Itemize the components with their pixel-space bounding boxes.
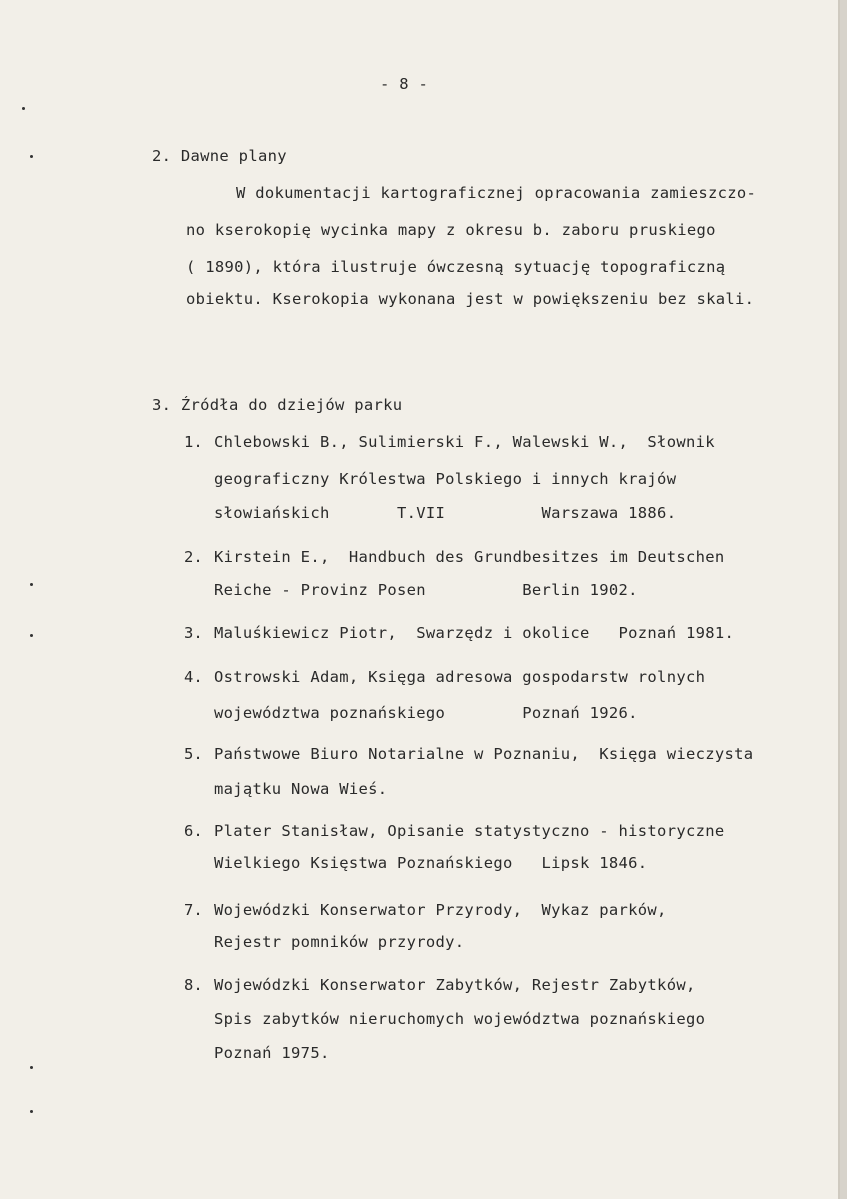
source-line: Chlebowski B., Sulimierski F., Walewski W., Słownik: [214, 433, 715, 451]
source-line: województwa poznańskiego Poznań 1926.: [214, 704, 638, 722]
scan-speck: [30, 155, 33, 158]
source-line: Rejestr pomników przyrody.: [214, 933, 465, 951]
source-line: Plater Stanisław, Opisanie statystyczno - historyczne: [214, 822, 725, 840]
section-3-heading: 3. Źródła do dziejów parku: [152, 396, 403, 414]
source-line: majątku Nowa Wieś.: [214, 780, 388, 798]
page-number: - 8 -: [380, 75, 429, 93]
source-number: 3.: [184, 624, 203, 642]
source-number: 6.: [184, 822, 203, 840]
source-line: Maluśkiewicz Piotr, Swarzędz i okolice Poznań 1981.: [214, 624, 735, 642]
source-line: słowiańskich T.VII Warszawa 1886.: [214, 504, 677, 522]
source-line: Reiche - Provinz Posen Berlin 1902.: [214, 581, 638, 599]
source-number: 4.: [184, 668, 203, 686]
source-number: 1.: [184, 433, 203, 451]
scan-speck: [30, 634, 33, 637]
source-line: Wielkiego Księstwa Poznańskiego Lipsk 1846.: [214, 854, 648, 872]
section-2-line: obiektu. Kserokopia wykonana jest w powiększeniu bez skali.: [186, 290, 755, 308]
source-line: Poznań 1975.: [214, 1044, 330, 1062]
source-line: geograficzny Królestwa Polskiego i innych krajów: [214, 470, 677, 488]
section-2-line: no kserokopię wycinka mapy z okresu b. zaboru pruskiego: [186, 221, 716, 239]
source-number: 2.: [184, 548, 203, 566]
section-2-line: ( 1890), która ilustruje ówczesną sytuację topograficzną: [186, 258, 726, 276]
scan-speck: [22, 107, 25, 110]
section-2-heading: 2. Dawne plany: [152, 147, 287, 165]
scan-speck: [30, 583, 33, 586]
source-number: 7.: [184, 901, 203, 919]
scan-speck: [30, 1066, 33, 1069]
source-line: Wojewódzki Konserwator Zabytków, Rejestr Zabytków,: [214, 976, 696, 994]
source-line: Wojewódzki Konserwator Przyrody, Wykaz parków,: [214, 901, 667, 919]
source-line: Ostrowski Adam, Księga adresowa gospodarstw rolnych: [214, 668, 706, 686]
source-line: Spis zabytków nieruchomych województwa poznańskiego: [214, 1010, 706, 1028]
source-number: 5.: [184, 745, 203, 763]
source-number: 8.: [184, 976, 203, 994]
scan-speck: [30, 1110, 33, 1113]
source-line: Państwowe Biuro Notarialne w Poznaniu, Księga wieczysta: [214, 745, 754, 763]
section-2-line: W dokumentacji kartograficznej opracowania zamieszczo-: [236, 184, 757, 202]
source-line: Kirstein E., Handbuch des Grundbesitzes im Deutschen: [214, 548, 725, 566]
